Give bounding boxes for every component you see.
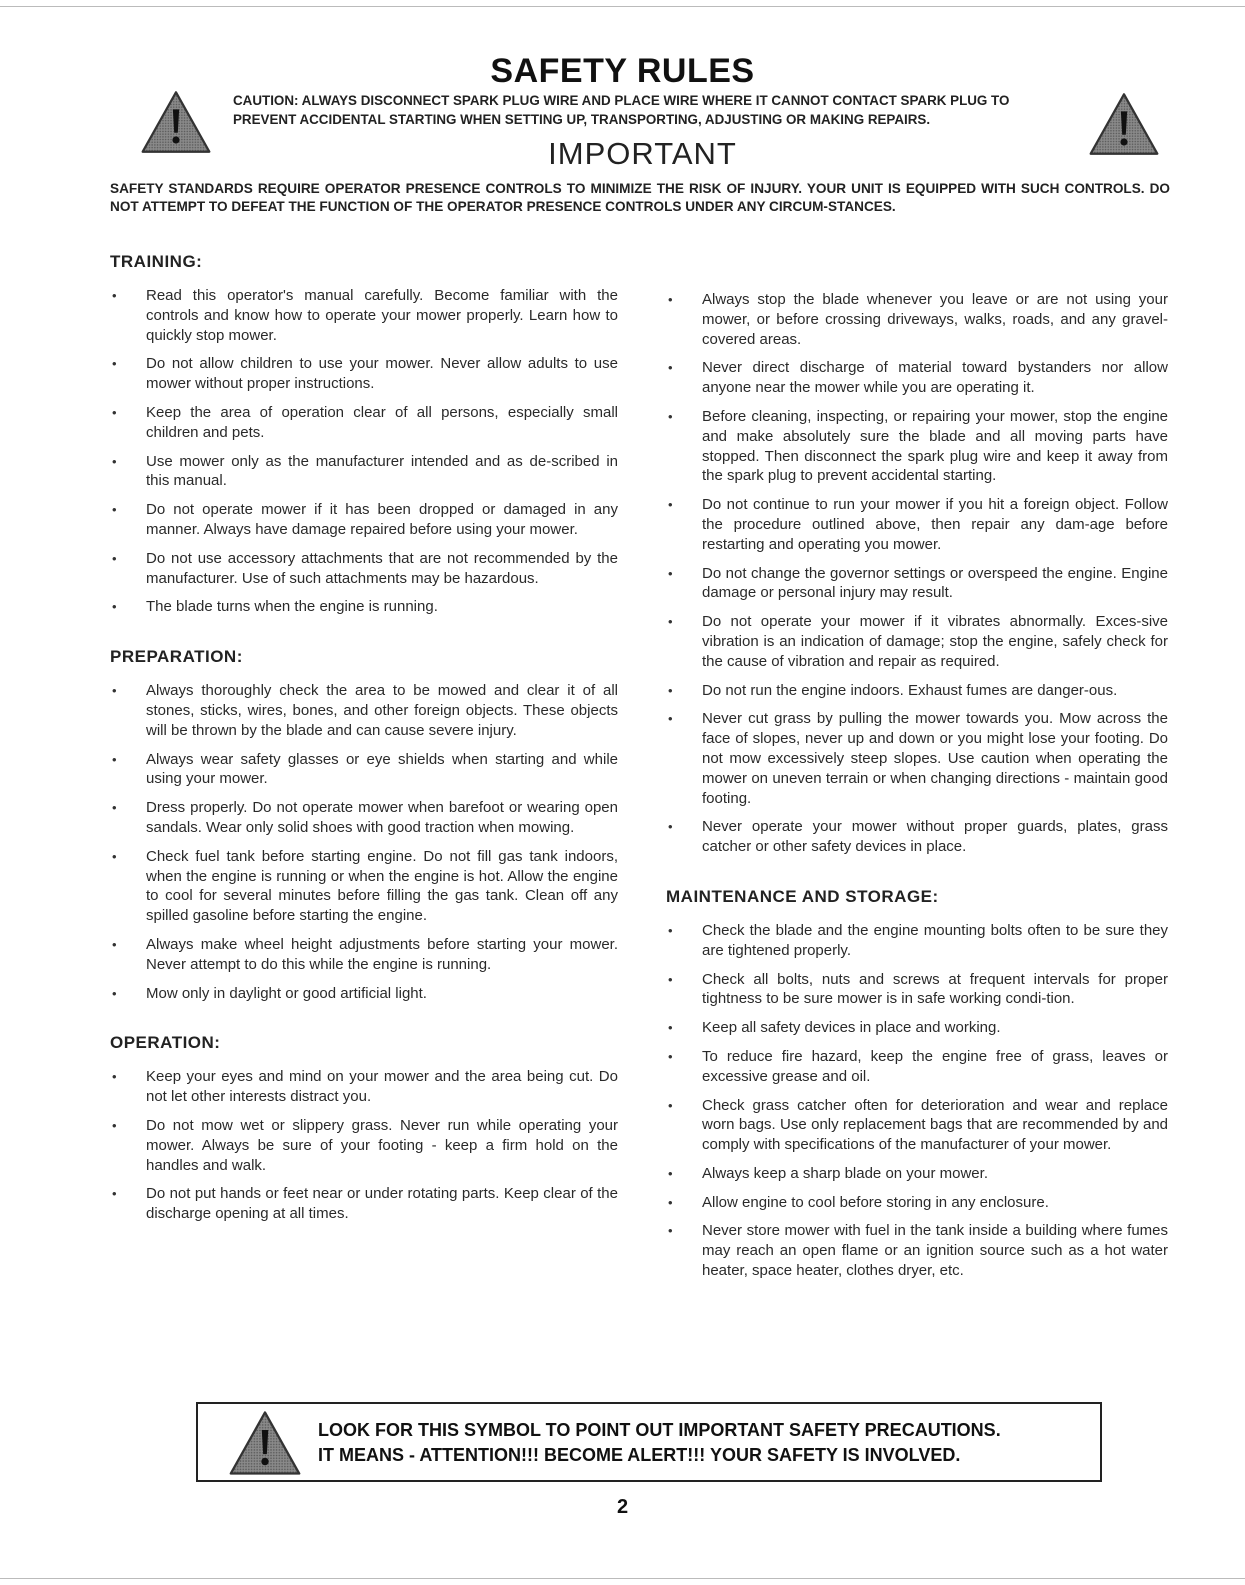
list-item: • Dress properly. Do not operate mower when barefoot or wearing open sandals. Wear only solid shoes with good traction when mowing. — [110, 798, 618, 838]
notice-line-1: LOOK FOR THIS SYMBOL TO POINT OUT IMPORTANT SAFETY PRECAUTIONS. — [318, 1420, 1001, 1440]
list-item: • Do not operate mower if it has been dropped or damaged in any manner. Always have damage repaired before using your mower. — [110, 500, 618, 540]
list-item: • Keep your eyes and mind on your mower and the area being cut. Do not let other interests distract you. — [110, 1067, 618, 1107]
list-item: • Always stop the blade whenever you leave or are not using your mower, or before crossing driveways, walks, roads, and any gravel-covered areas. — [666, 290, 1168, 349]
maintenance-section — [666, 887, 1168, 1281]
list-item: • Check grass catcher often for deterioration and wear and replace worn bags. Use only replacement bags that are recommended by and comply with specifications of the manufacturer of your mower. — [666, 1096, 1168, 1155]
list-item: • Do not use accessory attachments that are not recommended by the manufacturer. Use of such attachments may be hazardous. — [110, 549, 618, 589]
list-item: • Check all bolts, nuts and screws at frequent intervals for proper tightness to be sure mower is in safe working condi-tion. — [666, 970, 1168, 1010]
list-item: • Keep the area of operation clear of all persons, especially small children and pets. — [110, 403, 618, 443]
list-item: • Always make wheel height adjustments before starting your mower. Never attempt to do this while the engine is running. — [110, 935, 618, 975]
list-item: • Never store mower with fuel in the tank inside a building where fumes may reach an open flame or an ignition source such as a hot water heater, space heater, clothes dryer, etc. — [666, 1221, 1168, 1280]
list-item: • Always thoroughly check the area to be mowed and clear it of all stones, sticks, wires, bones, and other foreign objects. These objects will be thrown by the blade and can cause severe injury. — [110, 681, 618, 740]
right-column — [666, 290, 1168, 1303]
list-item: • Never direct discharge of material toward bystanders nor allow anyone near the mower while you are operating it. — [666, 358, 1168, 398]
list-item: • Do not operate your mower if it vibrates abnormally. Exces-sive vibration is an indication of damage; stop the engine, safely check for the cause of vibration and repair as required. — [666, 612, 1168, 671]
page-number: 2 — [616, 1496, 629, 1518]
list-item: • Mow only in daylight or good artificial light. — [110, 984, 618, 1004]
list-item: • Never cut grass by pulling the mower towards you. Mow across the face of slopes, never up and down or you might lose your footing. Do not mow excessively steep slopes. Use caution when operating the mower on uneven terrain or when changing directions - maintain good footing. — [666, 709, 1168, 808]
important-heading: IMPORTANT — [548, 136, 737, 171]
list-item: • Use mower only as the manufacturer intended and as de-scribed in this manual. — [110, 452, 618, 492]
preparation-title: PREPARATION: — [110, 647, 243, 667]
training-section — [110, 252, 618, 617]
safety-standards-text: SAFETY STANDARDS REQUIRE OPERATOR PRESENCE CONTROLS TO MINIMIZE THE RISK OF INJURY. YOUR UNIT IS EQUIPPED WITH SUCH CONTROLS. DO NOT ATTEMPT TO DEFEAT THE FUNCTION OF THE OPERATOR PRESENCE CONTROLS UNDER ANY CIRCUM-STANCES. — [110, 181, 1170, 214]
training-list — [110, 286, 618, 617]
notice-line-2: IT MEANS - ATTENTION!!! BECOME ALERT!!! YOUR SAFETY IS INVOLVED. — [318, 1445, 961, 1465]
scan-bottom-rule — [0, 1578, 1245, 1579]
safety-symbol-notice — [196, 1402, 1102, 1482]
preparation-section — [110, 647, 618, 1003]
list-item: • Do not run the engine indoors. Exhaust fumes are danger-ous. — [666, 681, 1168, 701]
preparation-list — [110, 681, 618, 1003]
list-item: • Do not continue to run your mower if you hit a foreign object. Follow the procedure outlined above, then repair any dam-age before restarting and operating you mower. — [666, 495, 1168, 554]
warning-icon-notice — [228, 1409, 302, 1477]
caution-text: CAUTION: ALWAYS DISCONNECT SPARK PLUG WIRE AND PLACE WIRE WHERE IT CANNOT CONTACT SPARK PLUG TO PREVENT ACCIDENTAL STARTING WHEN SETTING UP, TRANSPORTING, ADJUSTING OR MAKING REPAIRS. — [233, 93, 1010, 127]
list-item: • Allow engine to cool before storing in any enclosure. — [666, 1193, 1168, 1213]
operation-title: OPERATION: — [110, 1033, 221, 1053]
list-item: • Read this operator's manual carefully. Become familiar with the controls and know how to operate your mower properly. Learn how to quickly stop mower. — [110, 286, 618, 345]
page-title: SAFETY RULES — [490, 52, 755, 90]
list-item: • Check the blade and the engine mounting bolts often to be sure they are tightened properly. — [666, 921, 1168, 961]
notice-text — [318, 1418, 1001, 1468]
list-item: • Do not mow wet or slippery grass. Never run while operating your mower. Always be sure of your footing - keep a firm hold on the handles and walk. — [110, 1116, 618, 1175]
list-item: • Check fuel tank before starting engine. Do not fill gas tank indoors, when the engine is running or when the engine is hot. Allow the engine to cool for several minutes before filling the gas tank. Clean off any spilled gasoline before starting the engine. — [110, 847, 618, 926]
operation-list-right — [666, 290, 1168, 857]
list-item: • Before cleaning, inspecting, or repairing your mower, stop the engine and make absolutely sure the blade and all moving parts have stopped. Then disconnect the spark plug wire and keep it away from the spark plug to prevent accidental starting. — [666, 407, 1168, 486]
operation-section — [110, 1033, 618, 1224]
list-item: • Do not allow children to use your mower. Never allow adults to use mower without proper instructions. — [110, 354, 618, 394]
operation-list-left — [110, 1067, 618, 1224]
maintenance-title: MAINTENANCE AND STORAGE: — [666, 886, 939, 906]
list-item: • Keep all safety devices in place and working. — [666, 1018, 1168, 1038]
scan-top-rule — [0, 6, 1245, 7]
list-item: • The blade turns when the engine is running. — [110, 597, 618, 617]
list-item: • Always wear safety glasses or eye shields when starting and while using your mower. — [110, 750, 618, 790]
list-item: • To reduce fire hazard, keep the engine free of grass, leaves or excessive grease and oil. — [666, 1047, 1168, 1087]
list-item: • Do not put hands or feet near or under rotating parts. Keep clear of the discharge opening at all times. — [110, 1184, 618, 1224]
list-item: • Always keep a sharp blade on your mower. — [666, 1164, 1168, 1184]
list-item: • Do not change the governor settings or overspeed the engine. Engine damage or personal injury may result. — [666, 564, 1168, 604]
maintenance-list — [666, 921, 1168, 1281]
training-title: TRAINING: — [110, 252, 203, 271]
list-item: • Never operate your mower without proper guards, plates, grass catcher or other safety devices in place. — [666, 817, 1168, 857]
left-column — [110, 252, 618, 1246]
